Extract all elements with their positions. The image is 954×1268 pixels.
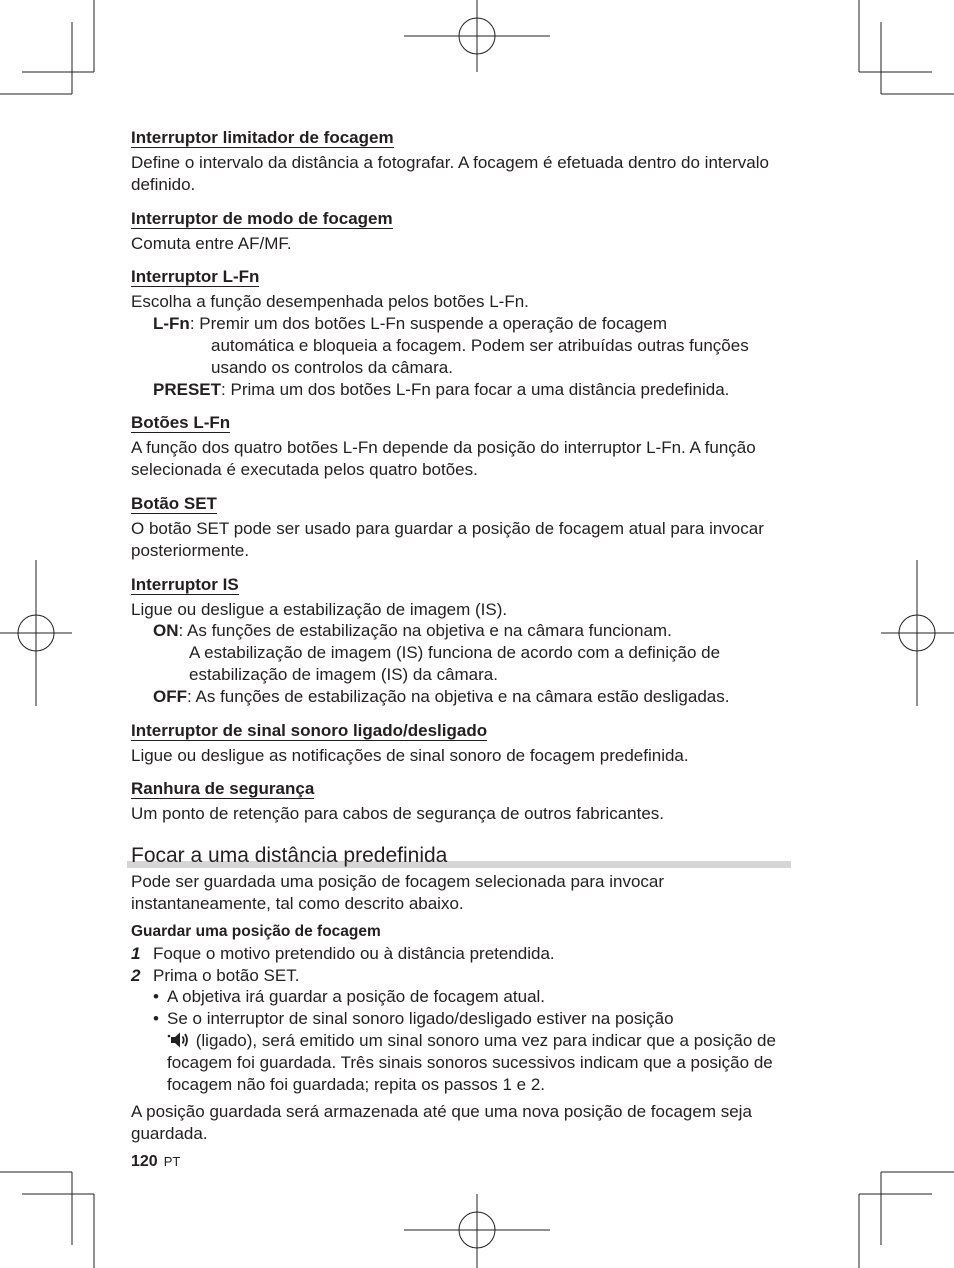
- page-footer: [131, 1151, 791, 1173]
- page-language: PT: [163, 1153, 181, 1169]
- section-heading: Botão SET: [131, 493, 217, 513]
- step-number: 2: [131, 965, 141, 985]
- option-lfn: [153, 313, 791, 378]
- bullet-text: A objetiva irá guardar a posição de focagem atual.: [167, 987, 546, 1007]
- section-body: A função dos quatro botões L-Fn depende da posição do interruptor L-Fn. A função selecionada é executada pelos quatro botões.: [131, 438, 756, 480]
- option-continuation: A estabilização de imagem (IS) funciona de acordo com a definição de estabilização de imagem (IS) da câmara.: [189, 643, 721, 684]
- bullet-symbol: •: [153, 1009, 159, 1029]
- sound-on-icon: [167, 1031, 191, 1049]
- option-key: PRESET: [153, 379, 222, 399]
- step-item: [131, 965, 791, 987]
- section-heading: Interruptor limitador de focagem: [131, 128, 394, 147]
- section-heading: Interruptor L-Fn: [131, 267, 260, 287]
- section-lfn-buttons: [131, 412, 791, 481]
- bullet-text-before: Se o interruptor de sinal sonoro ligado/desligado estiver na posição: [167, 1009, 674, 1029]
- section-body: Escolha a função desempenhada pelos botões L-Fn.: [131, 292, 529, 312]
- section-security-slot: [131, 778, 791, 825]
- section-body: Um ponto de retenção para cabos de segurança de outros fabricantes.: [131, 804, 665, 824]
- step-item: [131, 943, 791, 965]
- option-key: ON: [153, 621, 179, 641]
- option-text: : Prima um dos botões L-Fn para focar a uma distância predefinida.: [221, 379, 730, 399]
- bullet-text: [167, 1008, 791, 1095]
- section-heading: Interruptor de sinal sonoro ligado/desligado: [131, 720, 488, 740]
- step-text: Prima o botão SET.: [153, 965, 300, 985]
- bullet-symbol: •: [153, 987, 159, 1007]
- option-preset: [153, 379, 791, 401]
- preset-title-text: Focar a uma distância predefinida: [131, 844, 448, 868]
- step-text: Foque o motivo pretendido ou à distância pretendida.: [153, 943, 555, 963]
- option-key: OFF: [153, 686, 187, 706]
- option-continuation: automática e bloqueia a focagem. Podem ser atribuídas outras funções usando os controlos da câmara.: [211, 335, 749, 377]
- section-focus-limiter: [131, 127, 791, 196]
- page-number: 120: [131, 1152, 158, 1170]
- section-heading: Botões L-Fn: [131, 413, 231, 433]
- option-text: : Premir um dos botões L-Fn suspende a operação de focagem: [189, 314, 668, 334]
- section-lfn-switch: [131, 266, 791, 400]
- section-heading: Ranhura de segurança: [131, 779, 315, 799]
- section-heading: Interruptor de modo de focagem: [131, 208, 393, 228]
- section-focus-mode: [131, 208, 791, 255]
- section-set-button: [131, 493, 791, 562]
- section-body: Comuta entre AF/MF.: [131, 233, 292, 253]
- option-key: L-Fn: [153, 314, 190, 334]
- preset-intro: Pode ser guardada uma posição de focagem selecionada para invocar instantaneamente, tal como descrito abaixo.: [131, 872, 665, 913]
- option-text: : As funções de estabilização na objetiva e na câmara funcionam.: [178, 621, 672, 641]
- option-text: : As funções de estabilização na objetiva e na câmara estão desligadas.: [187, 686, 730, 706]
- step-number: 1: [131, 943, 141, 963]
- bullet-item: [153, 1008, 791, 1095]
- section-is-switch: [131, 574, 791, 708]
- page-content: [131, 127, 791, 1173]
- preset-subheading: Guardar uma posição de focagem: [131, 922, 381, 940]
- preset-final: A posição guardada será armazenada até que uma nova posição de focagem seja guardada.: [131, 1102, 752, 1144]
- section-heading: Interruptor IS: [131, 574, 239, 594]
- option-on: [153, 620, 791, 685]
- section-body: Ligue ou desligue a estabilização de imagem (IS).: [131, 599, 508, 619]
- section-body: Ligue ou desligue as notificações de sinal sonoro de focagem predefinida.: [131, 745, 689, 765]
- preset-title: [131, 843, 791, 869]
- option-off: [153, 686, 791, 708]
- section-body: Define o intervalo da distância a fotografar. A focagem é efetuada dentro do intervalo definido.: [131, 153, 769, 194]
- section-body: O botão SET pode ser usado para guardar a posição de focagem atual para invocar posteriormente.: [131, 518, 764, 560]
- section-sound-switch: [131, 720, 791, 767]
- bullet-item: [153, 986, 791, 1008]
- bullet-text-after: (ligado), será emitido um sinal sonoro uma vez para indicar que a posição de focagem foi guardada. Três sinais sonoros sucessivos indicam que a posição de focagem não foi guardada; repita os passos 1 e 2.: [167, 1030, 776, 1094]
